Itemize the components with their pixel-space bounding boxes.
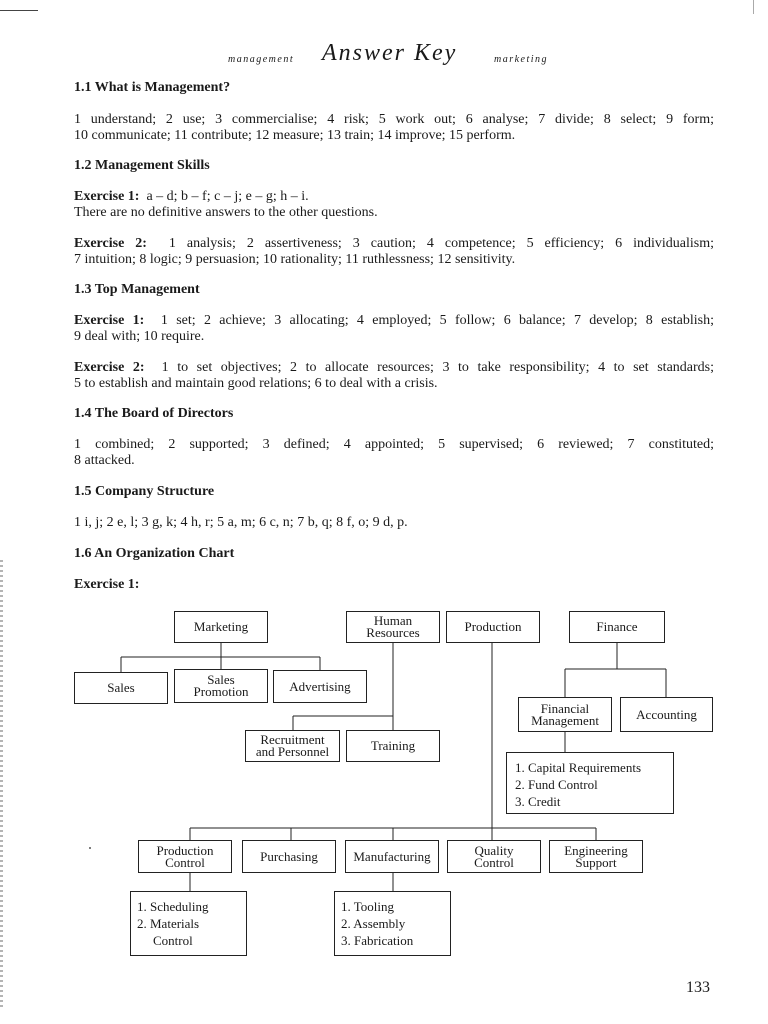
org-box-human-resources bbox=[346, 611, 440, 643]
org-box-purchasing: Purchasing bbox=[242, 840, 336, 873]
section-heading-1-1: 1.1 What is Management? bbox=[74, 80, 231, 95]
answer-note: There are no definitive answers to the other questions. bbox=[74, 205, 378, 220]
org-box-sales-promotion bbox=[174, 669, 268, 703]
org-box-engineering-support bbox=[549, 840, 643, 873]
answer-line: 1 analysis; 2 assertiveness; 3 caution; 4 competence; 5 efficiency; 6 individualism; bbox=[168, 236, 715, 251]
section-heading-1-4: 1.4 The Board of Directors bbox=[74, 406, 234, 421]
list-item: 1. Capital Requirements bbox=[515, 760, 642, 775]
list-item: 2. Assembly bbox=[341, 916, 406, 931]
org-box-finance: Finance bbox=[569, 611, 665, 643]
section-heading-1-2: 1.2 Management Skills bbox=[74, 158, 210, 173]
org-box-label: Recruitment bbox=[260, 732, 325, 747]
financial-management-duties bbox=[506, 752, 674, 814]
org-box-label: Quality bbox=[474, 842, 514, 858]
list-item: Control bbox=[153, 933, 193, 948]
production-control-duties bbox=[130, 891, 247, 956]
list-item: 1. Scheduling bbox=[137, 899, 209, 914]
list-item: 2. Fund Control bbox=[515, 777, 598, 792]
org-box-advertising: Advertising bbox=[273, 670, 367, 703]
page-title: Answer Key bbox=[322, 40, 458, 66]
org-box-label: Promotion bbox=[193, 684, 249, 699]
answer-line: 10 communicate; 11 contribute; 12 measure; 13 train; 14 improve; 15 perform. bbox=[74, 128, 516, 143]
manufacturing-duties bbox=[334, 891, 451, 956]
org-box-label: Financial bbox=[540, 700, 590, 716]
section-1-5-answers: 1 i, j; 2 e, l; 3 g, k; 4 h, r; 5 a, m; 6 c, n; 7 b, q; 8 f, o; 9 d, p. bbox=[74, 515, 408, 530]
org-box-label: Production bbox=[156, 842, 214, 858]
org-box-financial-management bbox=[518, 697, 612, 732]
org-box-label: Control bbox=[474, 854, 514, 870]
answer-line: 1 understand; 2 use; 3 commercialise; 4 risk; 5 work out; 6 analyse; 7 divide; 8 select; 9 form; bbox=[74, 112, 714, 127]
answer-line: 9 deal with; 10 require. bbox=[74, 329, 205, 344]
page-number: 133 bbox=[686, 979, 710, 996]
answer-line: 1 combined; 2 supported; 3 defined; 4 appointed; 5 supervised; 6 reviewed; 7 constituted; bbox=[74, 437, 714, 452]
org-box-training: Training bbox=[346, 730, 440, 762]
org-box-label: Sales bbox=[207, 672, 235, 687]
answer-line: 7 intuition; 8 logic; 9 persuasion; 10 rationality; 11 ruthlessness; 12 sensitivity. bbox=[74, 252, 516, 267]
section-heading-1-6: 1.6 An Organization Chart bbox=[74, 546, 235, 561]
list-item: 3. Fabrication bbox=[341, 933, 414, 948]
exercise-label: Exercise 2: bbox=[74, 360, 145, 375]
org-box-label: Engineering bbox=[564, 842, 628, 858]
org-box-accounting: Accounting bbox=[620, 697, 713, 732]
answer-line: 8 attacked. bbox=[74, 453, 135, 468]
org-box-label: Resources bbox=[366, 625, 420, 640]
org-box-label: Management bbox=[531, 712, 599, 728]
list-item: 2. Materials bbox=[137, 916, 200, 931]
org-box-label: Human bbox=[373, 613, 413, 628]
list-item: 3. Credit bbox=[515, 794, 561, 809]
exercise-label: Exercise 1: bbox=[74, 313, 145, 328]
exercise-label: Exercise 2: bbox=[74, 236, 147, 251]
list-item: 1. Tooling bbox=[341, 899, 395, 914]
answer-line: a – d; b – f; c – j; e – g; h – i. bbox=[146, 189, 309, 204]
org-box-label: and Personnel bbox=[255, 744, 330, 759]
org-box-manufacturing: Manufacturing bbox=[345, 840, 439, 873]
org-box-production: Production bbox=[446, 611, 540, 643]
org-box-recruitment-personnel bbox=[245, 730, 340, 762]
org-box-label: Support bbox=[575, 854, 617, 870]
header-left-tag: management bbox=[228, 54, 295, 65]
answer-line: 1 to set objectives; 2 to allocate resources; 3 to take responsibility; 4 to set standards; bbox=[161, 360, 714, 375]
exercise-label: Exercise 1: bbox=[74, 577, 140, 592]
section-heading-1-3: 1.3 Top Management bbox=[74, 282, 200, 297]
section-heading-1-5: 1.5 Company Structure bbox=[74, 484, 215, 499]
org-box-quality-control bbox=[447, 840, 541, 873]
org-box-production-control bbox=[138, 840, 232, 873]
org-box-sales: Sales bbox=[74, 672, 168, 704]
header-right-tag: marketing bbox=[494, 54, 549, 65]
answer-line: 1 set; 2 achieve; 3 allocating; 4 employed; 5 follow; 6 balance; 7 develop; 8 establish; bbox=[160, 313, 714, 328]
org-box-label: Control bbox=[165, 854, 205, 870]
org-box-marketing: Marketing bbox=[174, 611, 268, 643]
exercise-label: Exercise 1: bbox=[74, 189, 140, 204]
answer-line: 5 to establish and maintain good relations; 6 to deal with a crisis. bbox=[74, 376, 438, 391]
